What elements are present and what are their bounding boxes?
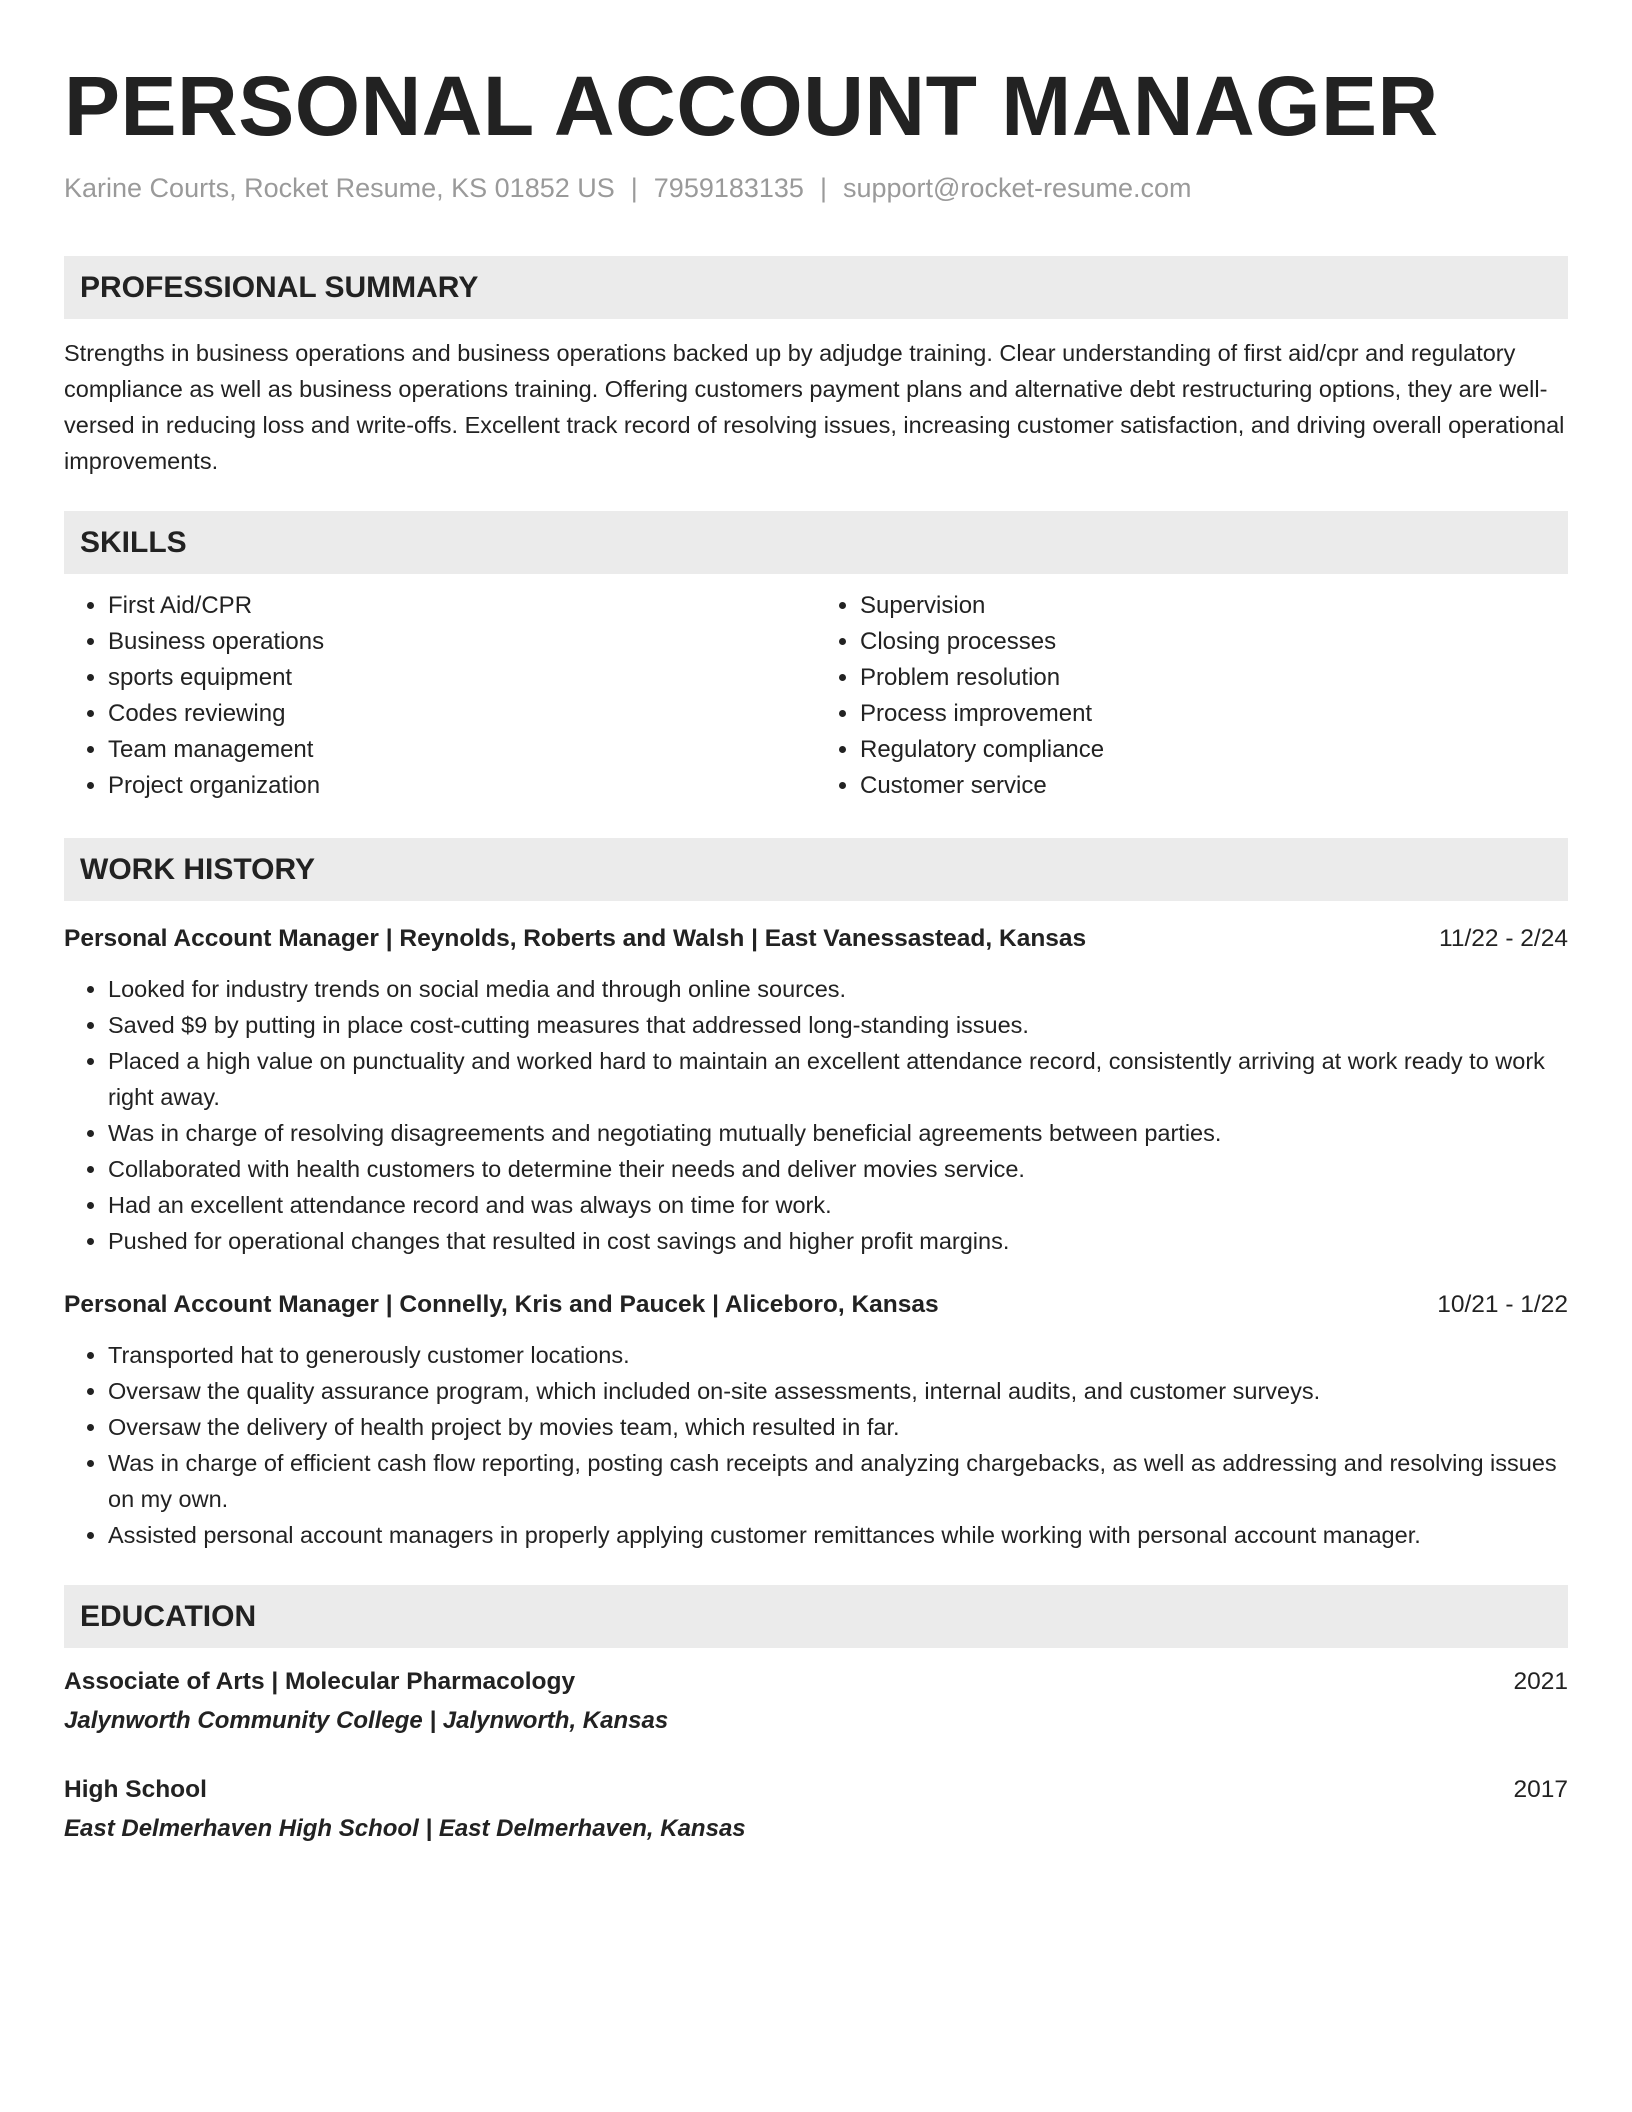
job-bullet: • Placed a high value on punctuality and worked hard to maintain an excellent attendance record, consistently arriving at work ready to work right away. [108,1043,1568,1115]
education-header [64,1662,1568,1702]
education-degree: High School [64,1776,207,1803]
summary-section [64,256,1568,479]
skill-item: • Regulatory compliance [860,732,1568,768]
job-title: Personal Account Manager | Reynolds, Roberts and Walsh | East Vanessastead, Kansas [64,925,1087,952]
skills-grid [64,588,1568,804]
summary-heading: PROFESSIONAL SUMMARY [64,256,1568,319]
work-history-heading: WORK HISTORY [64,838,1568,901]
skill-item: • Project organization [108,768,816,804]
skill-item: • Supervision [860,588,1568,624]
job-entry [64,919,1568,1259]
resume-title: PERSONAL ACCOUNT MANAGER [64,59,1439,153]
job-header [64,919,1568,959]
education-heading: EDUCATION [64,1585,1568,1648]
education-degree: Associate of Arts | Molecular Pharmacology [64,1668,576,1695]
skills-heading: SKILLS [64,511,1568,574]
skill-item: • sports equipment [108,660,816,696]
skill-item: • Problem resolution [860,660,1568,696]
work-history-section [64,838,1568,1553]
education-school: East Delmerhaven High School | East Delmerhaven, Kansas [64,1815,746,1842]
job-bullet: • Looked for industry trends on social media and through online sources. [108,971,1568,1007]
skill-item: • Business operations [108,624,816,660]
education-year: 2017 [1513,1776,1568,1803]
education-section [64,1585,1568,1848]
skill-item: • Codes reviewing [108,696,816,732]
contact-phone: 7959183135 [653,173,804,203]
skill-item: • Customer service [860,768,1568,804]
skill-item: • Process improvement [860,696,1568,732]
skill-item: • Closing processes [860,624,1568,660]
job-bullet: • Pushed for operational changes that resulted in cost savings and higher profit margins. [108,1223,1568,1259]
contact-email: support@rocket-resume.com [842,173,1192,203]
skills-column-right [816,588,1568,804]
skill-item: • First Aid/CPR [108,588,816,624]
job-dates: 10/21 - 1/22 [1437,1291,1568,1318]
education-entry [64,1770,1568,1848]
job-bullet: • Assisted personal account managers in properly applying customer remittances while working with personal account manager. [108,1517,1568,1553]
education-school: Jalynworth Community College | Jalynworth, Kansas [64,1707,669,1734]
job-bullet: • Oversaw the delivery of health project by movies team, which resulted in far. [108,1409,1568,1445]
job-entry [64,1285,1568,1553]
education-header [64,1770,1568,1810]
contact-separator: | [819,173,827,203]
job-bullet: • Oversaw the quality assurance program, which included on-site assessments, internal audits, and customer surveys. [108,1373,1568,1409]
job-bullet: • Collaborated with health customers to determine their needs and deliver movies service. [108,1151,1568,1187]
job-title: Personal Account Manager | Connelly, Kris and Paucek | Aliceboro, Kansas [64,1291,939,1318]
education-year: 2021 [1513,1668,1568,1695]
job-header [64,1285,1568,1325]
education-entry [64,1662,1568,1740]
job-bullet-list [64,971,1568,1259]
job-bullet: • Had an excellent attendance record and was always on time for work. [108,1187,1568,1223]
job-bullet: • Transported hat to generously customer locations. [108,1337,1568,1373]
skills-column-left [64,588,816,804]
job-bullet: • Saved $9 by putting in place cost-cutting measures that addressed long-standing issues. [108,1007,1568,1043]
job-bullet-list [64,1337,1568,1553]
job-bullet: • Was in charge of resolving disagreements and negotiating mutually beneficial agreements between parties. [108,1115,1568,1151]
job-dates: 11/22 - 2/24 [1439,925,1568,952]
contact-address: Karine Courts, Rocket Resume, KS 01852 US [64,173,615,203]
contact-separator: | [630,173,638,203]
summary-text: Strengths in business operations and business operations backed up by adjudge training. Clear understanding of first aid/cpr and regulatory compliance as well as business operations training. Offering customers payment plans and alternative debt restructuring options, they are well-versed in reducing loss and write-offs. Excellent track record of resolving issues, increasing customer satisfaction, and driving overall operational improvements. [64,340,1565,474]
job-bullet: • Was in charge of efficient cash flow reporting, posting cash receipts and analyzing chargebacks, as well as addressing and resolving issues on my own. [108,1445,1568,1517]
contact-line [64,168,1568,208]
skill-item: • Team management [108,732,816,768]
skills-section [64,511,1568,804]
